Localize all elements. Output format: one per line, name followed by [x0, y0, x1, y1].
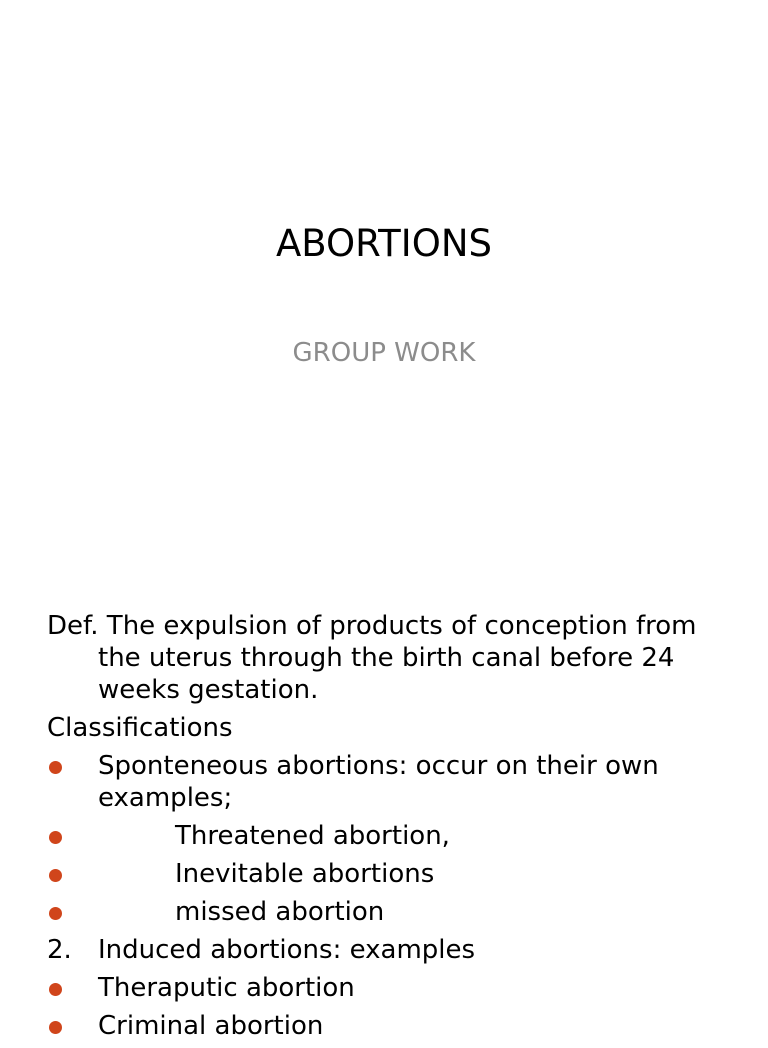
slide-subtitle: GROUP WORK	[292, 338, 476, 368]
list-item-text: Induced abortions: examples	[98, 935, 476, 965]
bullet-icon	[49, 983, 62, 996]
list-item-text: missed abortion	[175, 897, 385, 927]
list-item	[47, 1010, 747, 1042]
list-item-text: Threatened abortion,	[175, 821, 450, 851]
list-item	[47, 934, 747, 966]
bullet-icon	[49, 761, 62, 774]
list-number: 2.	[47, 935, 72, 965]
list-item	[47, 896, 747, 928]
bullet-icon	[49, 831, 62, 844]
bullet-icon	[49, 869, 62, 882]
list-item	[47, 750, 747, 814]
list-item-text: Sponteneous abortions: occur on their own examples;	[98, 751, 659, 813]
list-item	[47, 858, 747, 890]
slide-body	[47, 610, 747, 1048]
definition-text: Def. The expulsion of products of conception from the uterus through the birth canal before 24 weeks gestation.	[47, 611, 697, 705]
slide-title: ABORTIONS	[276, 222, 492, 265]
list-item-text: Theraputic abortion	[98, 973, 355, 1003]
list-item-text: Inevitable abortions	[175, 859, 435, 889]
classifications-heading: Classifications	[47, 713, 233, 743]
bullet-icon	[49, 1021, 62, 1034]
list-item	[47, 820, 747, 852]
list-item-text: Criminal abortion	[98, 1011, 324, 1041]
list-item	[47, 972, 747, 1004]
bullet-icon	[49, 907, 62, 920]
